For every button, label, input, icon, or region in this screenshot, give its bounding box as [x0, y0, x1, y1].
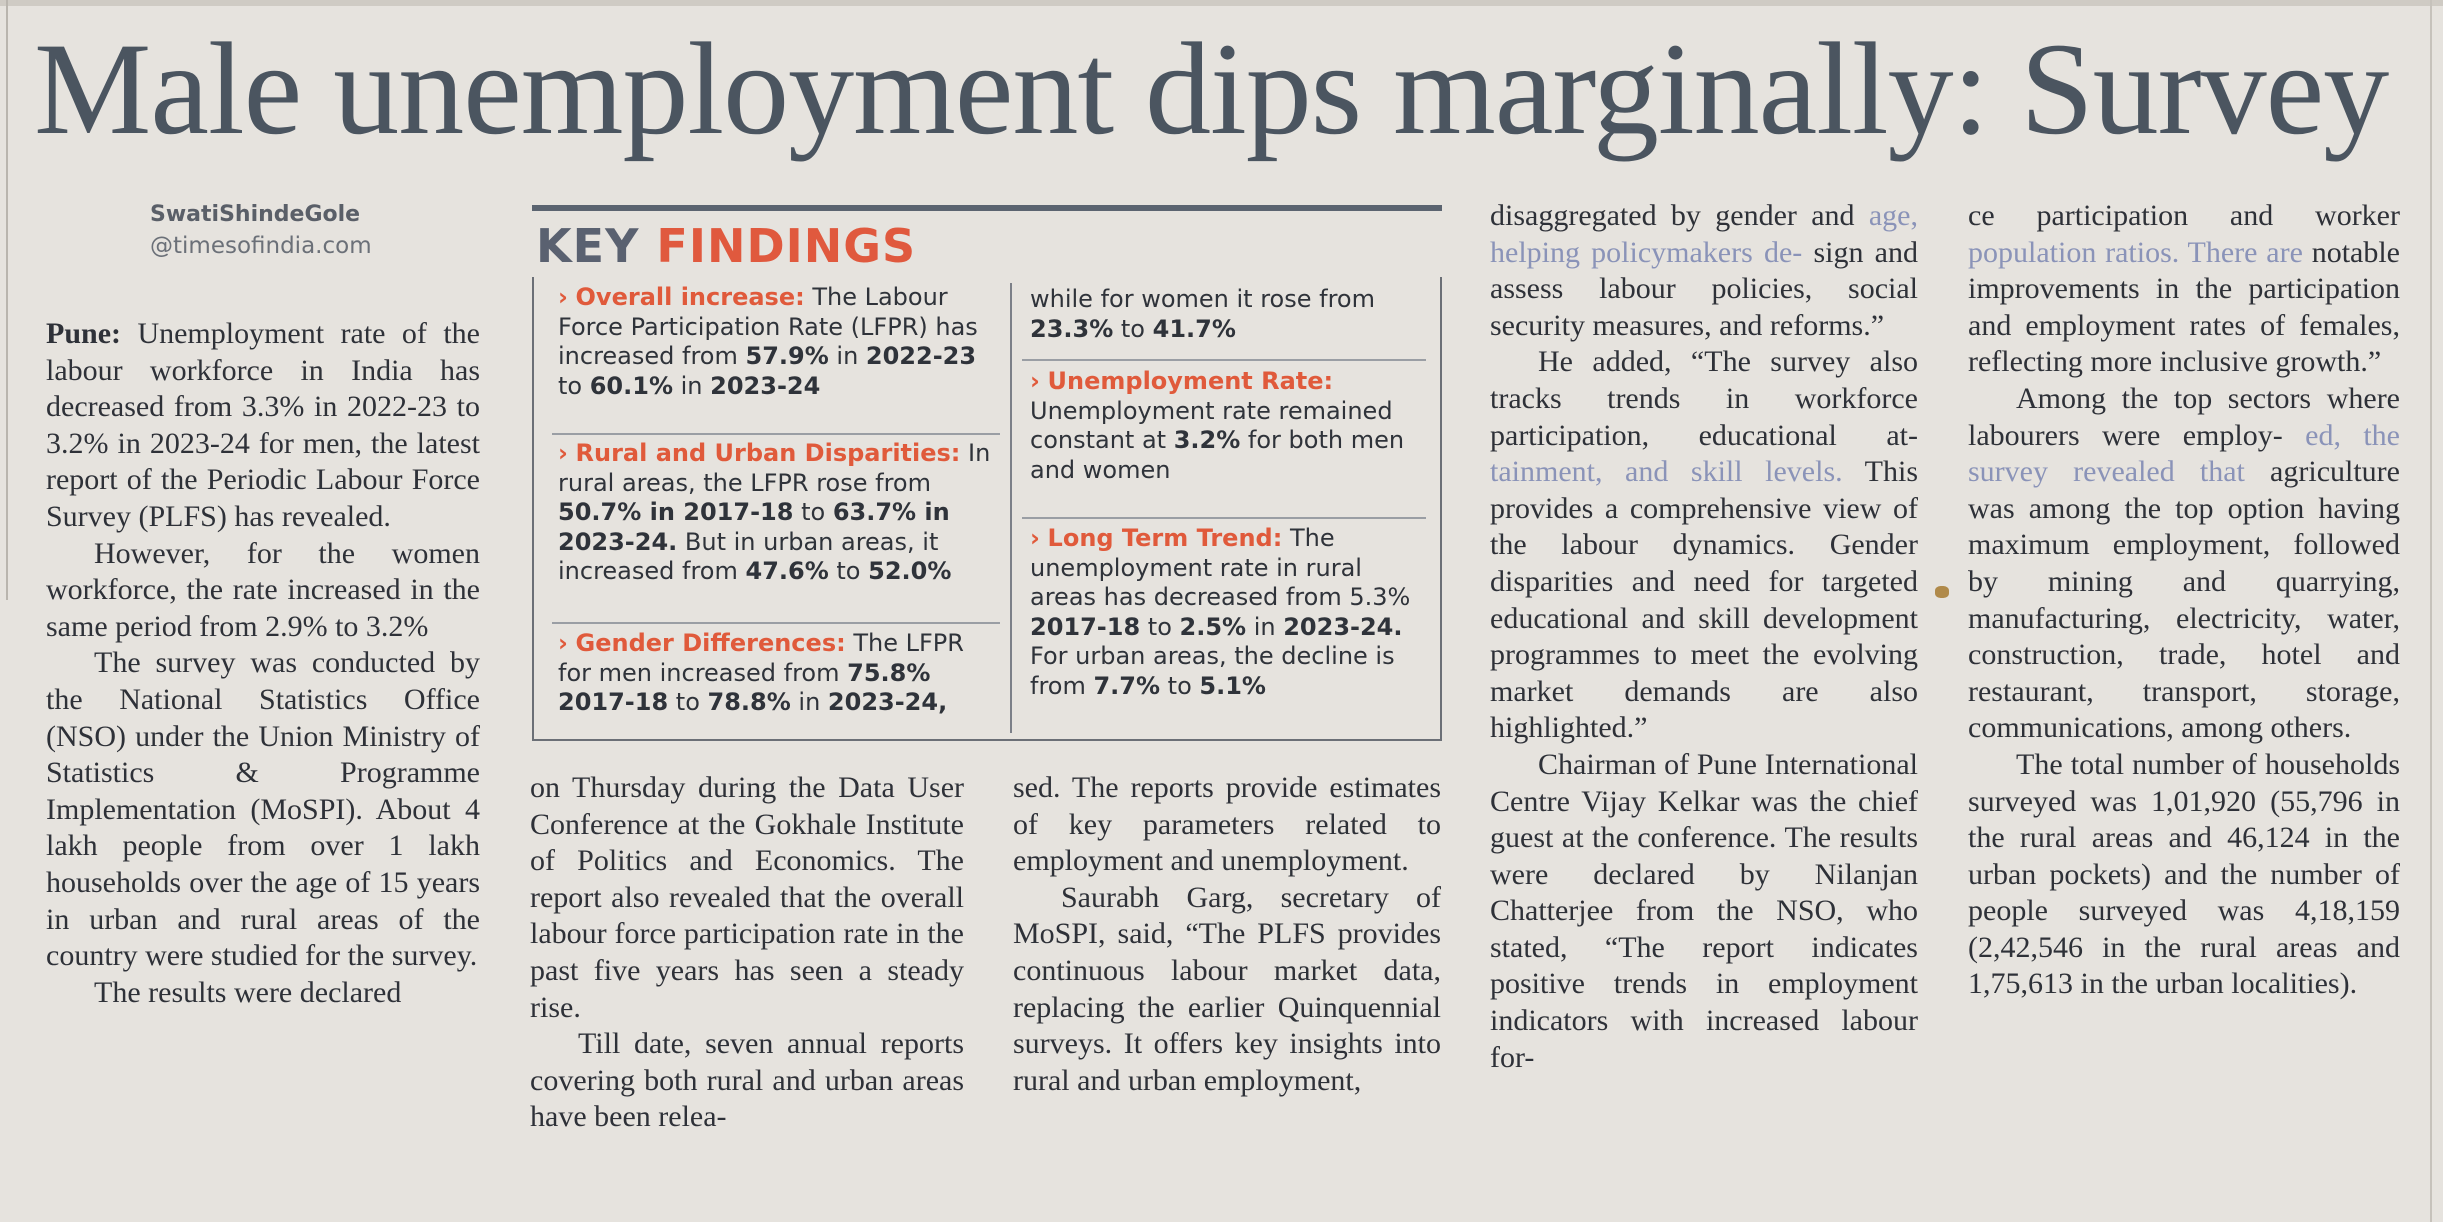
- chevron-right-icon: ›: [558, 283, 568, 311]
- paragraph: Chairman of Pune International Centre Vijay Kelkar was the chief guest at the conference. The results were declared by Nilanjan Chatterjee from the NSO, who stated, “The report indicates positive trends in employment indicators with increased labour for-: [1490, 747, 1918, 1074]
- paragraph: on Thursday during the Data User Conference at the Gokhale Institute of Politics and Economics. The report also revealed that the overall labour force participation rate in the past five years has seen a steady rise.: [530, 771, 964, 1024]
- paragraph: He added, “The survey also tracks trends in workforce participation, educational at- tainment, and skill levels. This provides a comprehensive view of the labour dynamics. Gender disparities and need for targeted educational and skill development programmes to meet the evolving market demands are also highlighted.”: [1490, 345, 1918, 745]
- author-handle: @timesofindia.com: [150, 233, 372, 259]
- article-column-3: [1013, 770, 1441, 1099]
- finding-gender-cont: while for women it rose from 23.3% to 41.7%: [1030, 285, 1375, 343]
- left-margin-rule: [6, 0, 8, 600]
- finding-unemployment: › Unemployment Rate: Unemployment rate remained constant at 3.2% for both men and women: [1030, 367, 1405, 484]
- title-findings: FINDINGS: [656, 219, 917, 273]
- paragraph: The total number of households surveyed was 1,01,920 (55,796 in the rural areas and 46,124 in the urban pockets) and the number of people surveyed was 4,18,159 (2,42,546 in the rural areas and 1,75,613 in the urban localities).: [1968, 747, 2400, 1001]
- paragraph: The survey was conducted by the National Statistics Office (NSO) under the Union Ministry of Statistics & Programme Implementation (MoSPI). About 4 lakh people from over 1 lakh households over the age of 15 years in urban and rural areas of the country were studied for the survey.: [46, 646, 480, 973]
- paragraph: Till date, seven annual reports covering both rural and urban areas have been relea-: [530, 1027, 964, 1134]
- key-findings-title: [536, 219, 916, 273]
- finding-separator: [552, 433, 1000, 435]
- chevron-right-icon: ›: [558, 629, 568, 657]
- finding-separator: [1022, 359, 1426, 361]
- title-key: KEY: [536, 219, 640, 273]
- paragraph: disaggregated by gender and age, helping policymakers de- sign and assess labour policies, social security measures, and reforms.”: [1490, 199, 1918, 342]
- article-column-4: [1490, 198, 1918, 1076]
- finding-long-term: › Long Term Trend: The unemployment rate in rural areas has decreased from 5.3% 2017-18 to 2.5% in 2023-24. For urban areas, the decline is from 7.7% to 5.1%: [1030, 524, 1411, 700]
- byline: [150, 202, 372, 259]
- top-rule: [0, 0, 2443, 6]
- paragraph: Saurabh Garg, secretary of MoSPI, said, “The PLFS provides continuous labour market data, replacing the earlier Quinquennial surveys. It offers key insights into rural and urban employment,: [1013, 880, 1441, 1097]
- right-margin-rule: [2430, 0, 2432, 1222]
- dateline: Pune:: [46, 317, 121, 350]
- chevron-right-icon: ›: [1030, 524, 1040, 552]
- article-column-2: [530, 770, 964, 1136]
- paragraph: Among the top sectors where labourers were employ- ed, the survey revealed that agriculture was among the top option having maximum employment, followed by mining and quarrying, manufacturing, electricity, water, construction, trade, hotel and restaurant, transport, storage, communications, among others.: [1968, 381, 2401, 745]
- box-divider: [1010, 283, 1012, 733]
- article-column-1: [46, 316, 480, 1011]
- paragraph: However, for the women workforce, the rate increased in the same period from 2.9% to 3.2%: [46, 536, 480, 643]
- paragraph: Unemployment rate of the labour workforce in India has decreased from 3.3% in 2022-23 to 3.2% in 2023-24 for men, the latest report of the Periodic Labour Force Survey (PLFS) has revealed.: [46, 317, 480, 533]
- article-column-5: [1968, 198, 2400, 1003]
- paragraph: ce participation and worker population ratios. There are notable improvements in the participation and employment rates of females, reflecting more inclusive growth.”: [1968, 199, 2400, 379]
- finding-separator: [552, 622, 1000, 624]
- headline: Male unemployment dips marginally: Survey: [34, 15, 2389, 162]
- key-findings-box: [532, 205, 1442, 747]
- author-name: SwatiShindeGole: [150, 202, 361, 227]
- finding-overall: › Overall increase: The Labour Force Participation Rate (LFPR) has increased from 57.9% in 2022-23 to 60.1% in 2023-24: [558, 283, 978, 400]
- chevron-right-icon: ›: [1030, 367, 1040, 395]
- paragraph: sed. The reports provide estimates of key parameters related to employment and unemployment.: [1013, 771, 1441, 878]
- chevron-right-icon: ›: [558, 439, 568, 467]
- finding-separator: [1022, 517, 1426, 519]
- paragraph: The results were declared: [94, 975, 402, 1009]
- finding-rural-urban: › Rural and Urban Disparities: In rural areas, the LFPR rose from 50.7% in 2017-18 to 63.7% in 2023-24. But in urban areas, it increased from 47.6% to 52.0%: [558, 439, 991, 585]
- finding-gender: › Gender Differences: The LFPR for men increased from 75.8% 2017-18 to 78.8% in 2023-24,: [558, 629, 964, 716]
- paper-blemish: [1935, 586, 1949, 598]
